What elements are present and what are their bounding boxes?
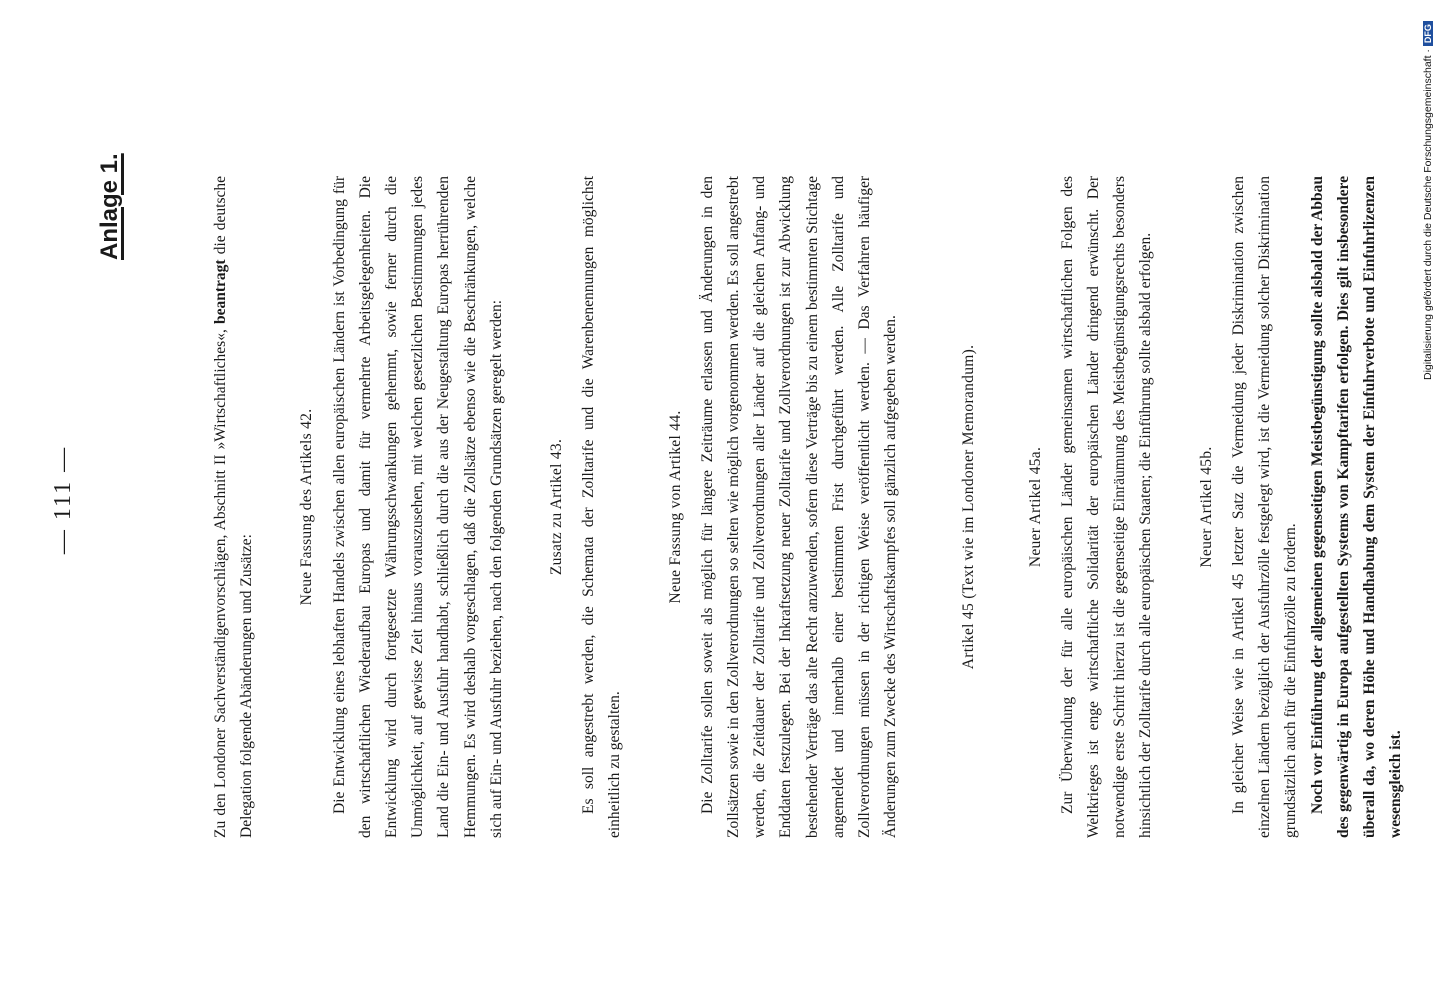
- dfg-sidenote: [1422, 0, 1434, 380]
- art45a-text: Zur Überwindung der für alle europäischen Länder gemeinsamen wirtschaftlichen Folgen des Weltkrieges ist enge wirtschaftliche Solidarität der europäischen Länder dringend erwünscht. Der notwendige erste Schritt hierzu ist die gegenseitige Einräumung des Meistbegünstigungsrechts besonders hinsichtlich der Zolltarife durch alle europäischen Staaten; die Einführung sollte alsbald erfolgen.: [1058, 176, 1155, 838]
- intro-text-a: Zu den Londoner Sachverständigenvorschlägen, Abschnitt II »Wirtschaftliches«,: [212, 324, 229, 838]
- intro-text-c: die deutsche Delegation folgende Abänderungen und Zusätze:: [212, 175, 256, 838]
- art45b-text1: In gleicher Weise wie in Artikel 45 letzter Satz die Vermeidung jeder Diskrimination zwischen einzelnen Ländern bezüglich der Ausfuhrzölle festgelegt wird, ist die Vermeidung solcher Diskrimination grundsätzlich auch für die Einfuhrzölle zu fordern.: [1229, 176, 1300, 838]
- art43-text: Es soll angestrebt werden, die Schemata der Zolltarife und die Warenbenennungen möglichst einheitlich zu gestalten.: [580, 176, 624, 838]
- page-heading: Anlage 1.: [96, 153, 123, 260]
- intro-paragraph: [208, 176, 260, 838]
- art44-text: Die Zolltarife sollen soweit als möglich für längere Zeiträume erlassen und Änderungen in den Zollsätzen sowie in den Zollverordnungen so selten wie möglich vorgenommen werden. Es soll angestrebt werden, die Zeitdauer der Zolltarife und Zollverordnungen aller Länder auf die gleichen Anfang- und Enddaten festzulegen. Bei der Inkraftsetzung neuer Zolltarife und Zollverordnungen ist zur Abwicklung bestehender Verträge das alte Recht anzuwenden, sofern diese Verträge bis zu einem bestimmten Stichtage angemeldet und innerhalb einer bestimmten Frist durchgeführt werden. Alle Zolltarife und Zollverordnungen müssen in der richtigen Weise veröffentlicht werden. — Das Verfahren häufiger Änderungen zum Zwecke des Wirtschaftskampfes soll gänzlich aufgegeben werden.: [698, 176, 900, 838]
- art45-heading: Artikel 45 (Text wie im Londoner Memorandum).: [960, 344, 978, 670]
- art43-heading: Zusatz zu Artikel 43.: [548, 438, 566, 576]
- intro-text-b: beantragt: [212, 259, 229, 325]
- dfg-sidenote-text: Digitalisierung gefördert durch die Deutsche Forschungsgemeinschaft ·: [1422, 49, 1434, 380]
- document-body: [208, 176, 1409, 838]
- art42-text: Die Entwicklung eines lebhaften Handels zwischen allen europäischen Ländern ist Vorbedingung für den wirtschaftlichen Wiederaufbau Europas und damit für vermehrte Arbeitsgelegenheiten. Die Entwicklung wird durch fortgesetzte Währungsschwankungen gehemmt, sowie ferner durch die Unmöglichkeit, auf gewisse Zeit hinaus vorauszusehen, mit welchen gesetzlichen Bestimmungen jedes Land die Ein- und Ausfuhr handhabt, schließlich durch die aus der Neugestaltung Europas herrührenden Hemmungen. Es wird deshalb vorgeschlagen, daß die Zollsätze ebenso wie die Beschränkungen, welche sich auf Ein- und Ausfuhr beziehen, nach den folgenden Grundsätzen geregelt werden:: [330, 176, 505, 838]
- art45b-text2: Noch vor Einführung der allgemeinen gegenseitigen Meistbegünstigung sollte alsbald der Abbau des gegenwärtig in Europa aufgestellten Systems von Kampftarifen erfolgen. Dies gilt insbesondere überall da, wo deren Höhe und Handhabung dem System der Einfuhrverbote und Einfuhrlizenzen wesensgleich ist.: [1308, 176, 1405, 838]
- art45a-heading: Neuer Artikel 45a.: [1026, 446, 1044, 568]
- art45b-heading: Neuer Artikel 45b.: [1197, 446, 1215, 568]
- art42-heading: Neue Fassung des Artikels 42.: [298, 408, 316, 606]
- dfg-badge: DFG: [1423, 21, 1433, 46]
- art44-heading: Neue Fassung von Artikel 44.: [666, 410, 684, 604]
- page-number: — 111 —: [50, 445, 76, 555]
